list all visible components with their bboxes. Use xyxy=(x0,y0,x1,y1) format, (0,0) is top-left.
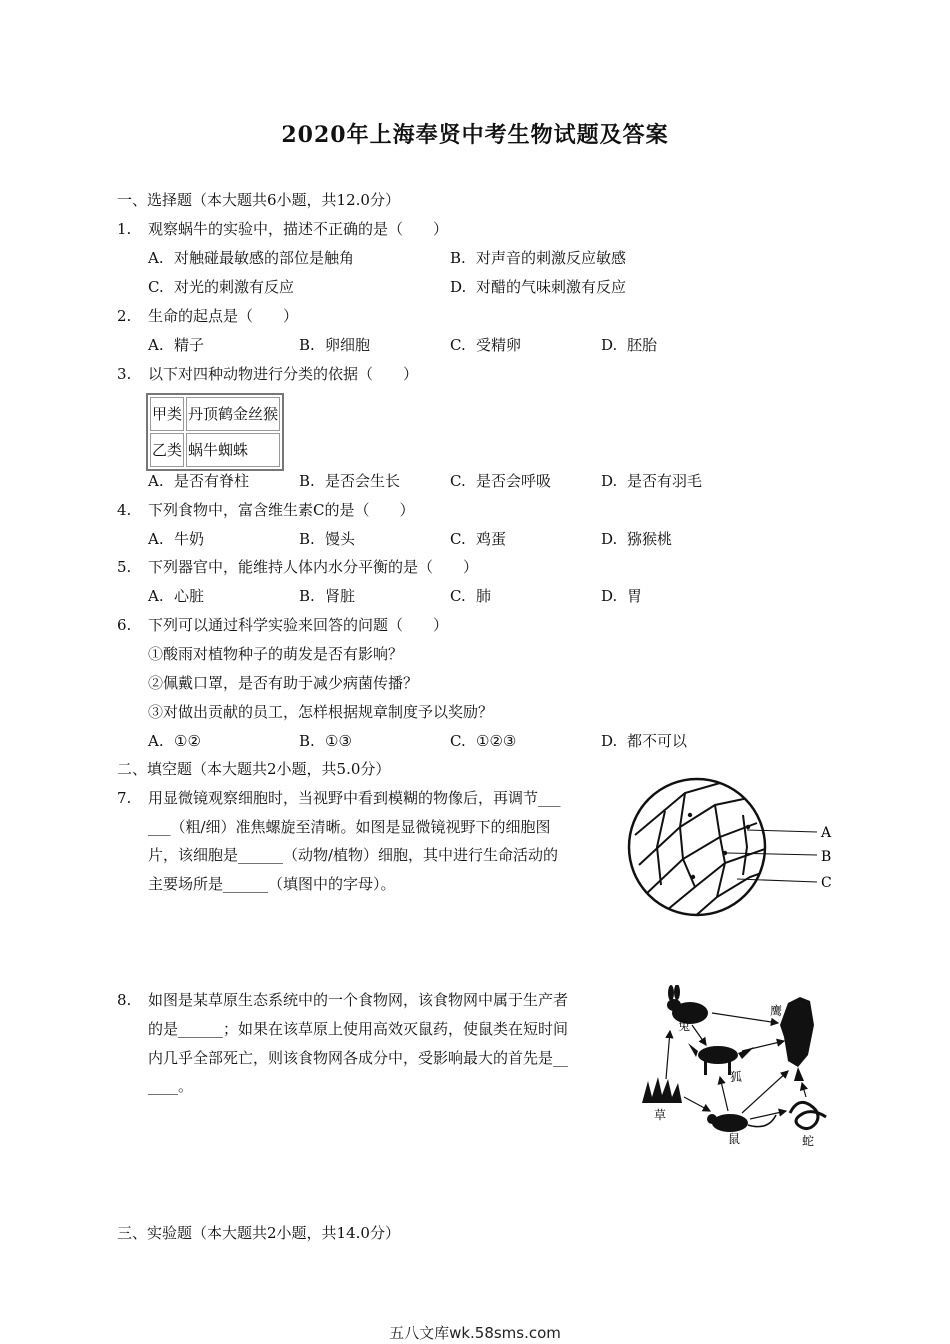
option-text: 对触碰最敏感的部位是触角 xyxy=(174,249,355,267)
option-a xyxy=(148,471,249,491)
section-heading-choice: 一、选择题（本大题共6小题，共12.0分） xyxy=(117,191,400,209)
option-letter: D. xyxy=(601,530,618,548)
question-stem: 下列食物中，富含维生素C的是（ ） xyxy=(148,501,415,519)
option-letter: D. xyxy=(450,278,467,296)
option-text: 对光的刺激有反应 xyxy=(174,278,295,296)
option-letter: C. xyxy=(450,732,466,750)
option-text: 猕猴桃 xyxy=(627,530,673,548)
option-c xyxy=(450,471,551,491)
option-letter: D. xyxy=(601,732,618,750)
option-c xyxy=(450,731,516,751)
question-line: ___（粗/细）准焦螺旋至清晰。如图是显微镜视野下的细胞图 xyxy=(148,818,551,836)
table-cell-animals: 丹顶鹤金丝猴 xyxy=(186,397,280,431)
question-number: 5. xyxy=(117,558,132,576)
option-letter: A. xyxy=(148,336,164,354)
label-mouse: 鼠 xyxy=(728,1132,741,1146)
option-text: 都不可以 xyxy=(627,732,688,750)
question-item: ③对做出贡献的员工，怎样根据规章制度予以奖励？ xyxy=(148,703,494,721)
question-line: 的是______；如果在该草原上使用高效灭鼠药，使鼠类在短时间 xyxy=(148,1020,569,1038)
option-a xyxy=(148,586,204,606)
question-line: 片，该细胞是______（动物/植物）细胞，其中进行生命活动的 xyxy=(148,846,559,864)
nucleus xyxy=(688,813,692,817)
option-letter: B. xyxy=(299,587,315,605)
page-title: 2020年上海奉贤中考生物试题及答案 xyxy=(281,122,669,148)
option-letter: B. xyxy=(299,530,315,548)
question-number: 6. xyxy=(117,616,132,634)
option-b xyxy=(299,731,352,751)
option-a xyxy=(148,335,204,355)
question-stem: 下列器官中，能维持人体内水分平衡的是（ ） xyxy=(148,558,479,576)
label-a: A xyxy=(821,825,832,841)
question-number: 2. xyxy=(117,307,132,325)
table-row xyxy=(150,433,280,467)
option-letter: B. xyxy=(299,472,315,490)
option-a xyxy=(148,731,201,751)
option-letter: A. xyxy=(148,472,164,490)
option-text: 是否有羽毛 xyxy=(627,472,703,490)
question-line: 用显微镜观察细胞时，当视野中看到模糊的物像后，再调节___ xyxy=(148,789,561,807)
table-cell-label: 甲类 xyxy=(150,397,184,431)
food-web-figure xyxy=(638,985,838,1150)
option-d xyxy=(601,335,657,355)
option-letter: C. xyxy=(450,336,466,354)
option-text: 卵细胞 xyxy=(325,336,371,354)
option-b xyxy=(299,586,355,606)
option-b xyxy=(299,529,355,549)
question-stem: 观察蜗牛的实验中，描述不正确的是（ ） xyxy=(148,220,449,238)
option-text: ①②③ xyxy=(476,732,517,750)
mouse-icon xyxy=(707,1114,776,1132)
option-text: 心脏 xyxy=(174,587,205,605)
label-rabbit: 兔 xyxy=(678,1019,691,1033)
option-letter: B. xyxy=(299,732,315,750)
section-heading-fill: 二、填空题（本大题共2小题，共5.0分） xyxy=(117,760,391,778)
label-snake: 蛇 xyxy=(802,1134,815,1148)
option-letter: C. xyxy=(450,472,466,490)
option-text: 精子 xyxy=(174,336,205,354)
option-text: 是否会生长 xyxy=(325,472,401,490)
nucleus xyxy=(723,851,727,855)
question-number: 3. xyxy=(117,365,132,383)
grass-icon xyxy=(642,1077,682,1103)
label-fox: 狐 xyxy=(730,1070,743,1084)
arrow-grass-mouse xyxy=(684,1097,710,1111)
option-letter: A. xyxy=(148,530,164,548)
option-text: 肾脏 xyxy=(325,587,356,605)
arrow-rabbit-eagle xyxy=(712,1013,778,1023)
option-c xyxy=(450,529,506,549)
arrow-mouse-eagle xyxy=(742,1071,788,1113)
option-text: 馒头 xyxy=(325,530,356,548)
fox-icon xyxy=(688,1043,754,1075)
option-letter: C. xyxy=(450,587,466,605)
arrow-grass-rabbit xyxy=(666,1031,670,1079)
option-text: 对醋的气味刺激有反应 xyxy=(476,278,627,296)
nucleus xyxy=(746,825,750,829)
option-text: 牛奶 xyxy=(174,530,205,548)
question-item: ①酸雨对植物种子的萌发是否有影响？ xyxy=(148,645,404,663)
option-letter: D. xyxy=(601,336,618,354)
arrow-fox-eagle xyxy=(742,1041,784,1051)
nucleus xyxy=(691,875,695,879)
option-letter: B. xyxy=(299,336,315,354)
option-b xyxy=(450,248,626,268)
label-c: C xyxy=(821,875,832,891)
option-text: 是否有脊柱 xyxy=(174,472,250,490)
label-b: B xyxy=(821,849,832,865)
arrow-mouse-fox xyxy=(720,1077,728,1111)
option-text: 受精卵 xyxy=(476,336,522,354)
option-letter: A. xyxy=(148,249,164,267)
option-text: 胃 xyxy=(627,587,643,605)
option-d xyxy=(601,471,702,491)
option-text: 肺 xyxy=(476,587,492,605)
option-b xyxy=(299,335,370,355)
option-b xyxy=(299,471,400,491)
question-stem: 下列可以通过科学实验来回答的问题（ ） xyxy=(148,616,449,634)
table-cell-animals: 蜗牛蜘蛛 xyxy=(186,433,280,467)
option-c xyxy=(450,586,491,606)
question-item: ②佩戴口罩，是否有助于减少病菌传播？ xyxy=(148,674,419,692)
option-d xyxy=(601,731,687,751)
option-d xyxy=(450,277,626,297)
question-line: 如图是某草原生态系统中的一个食物网，该食物网中属于生产者 xyxy=(148,991,569,1009)
question-line: ____。 xyxy=(148,1077,194,1095)
footer-watermark: 五八文库wk.58sms.com xyxy=(389,1324,561,1342)
question-line: 主要场所是______（填图中的字母）。 xyxy=(148,875,396,893)
option-letter: B. xyxy=(450,249,466,267)
option-text: 对声音的刺激反应敏感 xyxy=(476,249,627,267)
question-number: 8. xyxy=(117,991,132,1009)
table-cell-label: 乙类 xyxy=(150,433,184,467)
option-text: 胚胎 xyxy=(627,336,658,354)
classification-table xyxy=(146,393,284,471)
question-number: 4. xyxy=(117,501,132,519)
option-text: 是否会呼吸 xyxy=(476,472,552,490)
option-letter: D. xyxy=(601,472,618,490)
option-text: 鸡蛋 xyxy=(476,530,507,548)
option-letter: D. xyxy=(601,587,618,605)
section-heading-experiment: 三、实验题（本大题共2小题，共14.0分） xyxy=(117,1224,400,1242)
question-line: 内几乎全部死亡，则该食物网各成分中，受影响最大的首先是__ xyxy=(148,1049,569,1067)
arrow-mouse-snake xyxy=(750,1111,786,1119)
table-row xyxy=(150,397,280,431)
question-stem: 生命的起点是（ ） xyxy=(148,307,299,325)
eagle-icon xyxy=(780,997,814,1081)
option-text: ①③ xyxy=(325,732,352,750)
option-a xyxy=(148,248,354,268)
option-a xyxy=(148,529,204,549)
question-number: 7. xyxy=(117,789,132,807)
snake-icon xyxy=(790,1102,826,1128)
arrow-rabbit-fox xyxy=(692,1025,706,1045)
option-d xyxy=(601,586,642,606)
cell-micrograph-figure xyxy=(625,775,840,925)
option-c xyxy=(148,277,294,297)
option-letter: A. xyxy=(148,732,164,750)
option-letter: C. xyxy=(148,278,164,296)
option-d xyxy=(601,529,672,549)
option-c xyxy=(450,335,521,355)
question-stem: 以下对四种动物进行分类的依据（ ） xyxy=(148,365,419,383)
label-eagle: 鹰 xyxy=(770,1004,783,1018)
option-letter: C. xyxy=(450,530,466,548)
option-letter: A. xyxy=(148,587,164,605)
question-number: 1. xyxy=(117,220,132,238)
option-text: ①② xyxy=(174,732,201,750)
label-grass: 草 xyxy=(654,1108,667,1122)
arrow-snake-eagle xyxy=(802,1083,806,1097)
